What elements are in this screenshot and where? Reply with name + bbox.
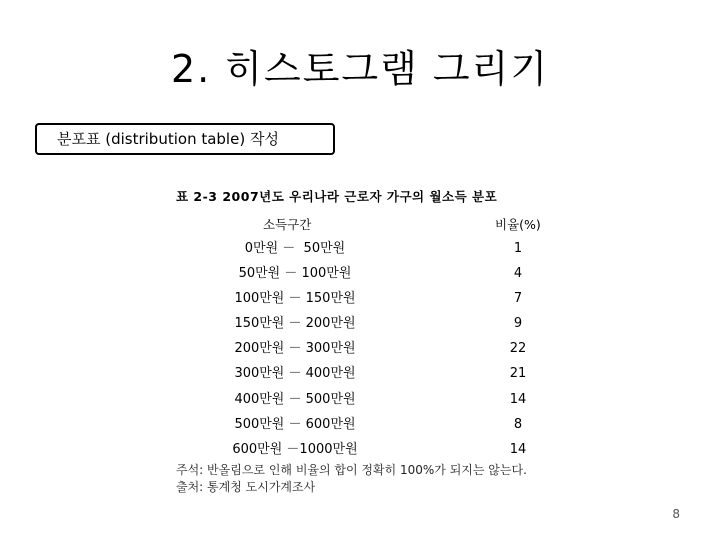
income-range-cell: 500만원 － 600만원 [234, 416, 356, 432]
table-row [0, 387, 720, 412]
column-header-percent: 비율(%) [495, 217, 541, 232]
income-range-cell: 100만원 － 150만원 [234, 291, 356, 307]
percent-cell: 1 [513, 241, 523, 256]
percent-cell: 14 [509, 391, 527, 407]
subtitle-box: 분포표 (distribution table) 작성 [35, 123, 335, 155]
column-header-range: 소득구간 [263, 217, 312, 232]
table-row [0, 286, 720, 311]
table-footnote: 주석: 반올림으로 인해 비율의 합이 정확히 100%가 되지는 않는다. [176, 463, 527, 477]
income-range-cell: 300만원 － 400만원 [234, 366, 356, 382]
page-number: 8 [672, 507, 680, 521]
table-row [0, 261, 720, 286]
percent-cell: 8 [513, 416, 523, 432]
percent-cell: 22 [509, 341, 527, 357]
table-source: 출처: 통계청 도시가계조사 [176, 480, 316, 494]
table-row [0, 437, 720, 462]
percent-cell: 7 [513, 291, 523, 307]
income-range-cell: 400만원 － 500만원 [234, 391, 356, 407]
percent-cell: 9 [513, 316, 523, 332]
income-range-cell: 150만원 － 200만원 [234, 316, 356, 332]
table-row [0, 412, 720, 437]
table-row [0, 361, 720, 386]
table-row [0, 311, 720, 336]
table-caption: 표 2-3 2007년도 우리나라 근로자 가구의 월소득 분포 [176, 189, 498, 204]
income-range-cell: 600만원 －1000만원 [232, 441, 358, 457]
income-range-cell: 200만원 － 300만원 [234, 341, 356, 357]
slide-title: 2. 히스토그램 그리기 [170, 47, 550, 91]
percent-cell: 21 [509, 366, 527, 382]
table-row [0, 236, 720, 261]
table-row [0, 336, 720, 361]
income-range-cell: 0만원 － 50만원 [244, 241, 346, 256]
income-range-cell: 50만원 － 100만원 [238, 266, 352, 282]
percent-cell: 4 [513, 266, 523, 282]
percent-cell: 14 [509, 441, 527, 457]
table-body [0, 236, 720, 462]
